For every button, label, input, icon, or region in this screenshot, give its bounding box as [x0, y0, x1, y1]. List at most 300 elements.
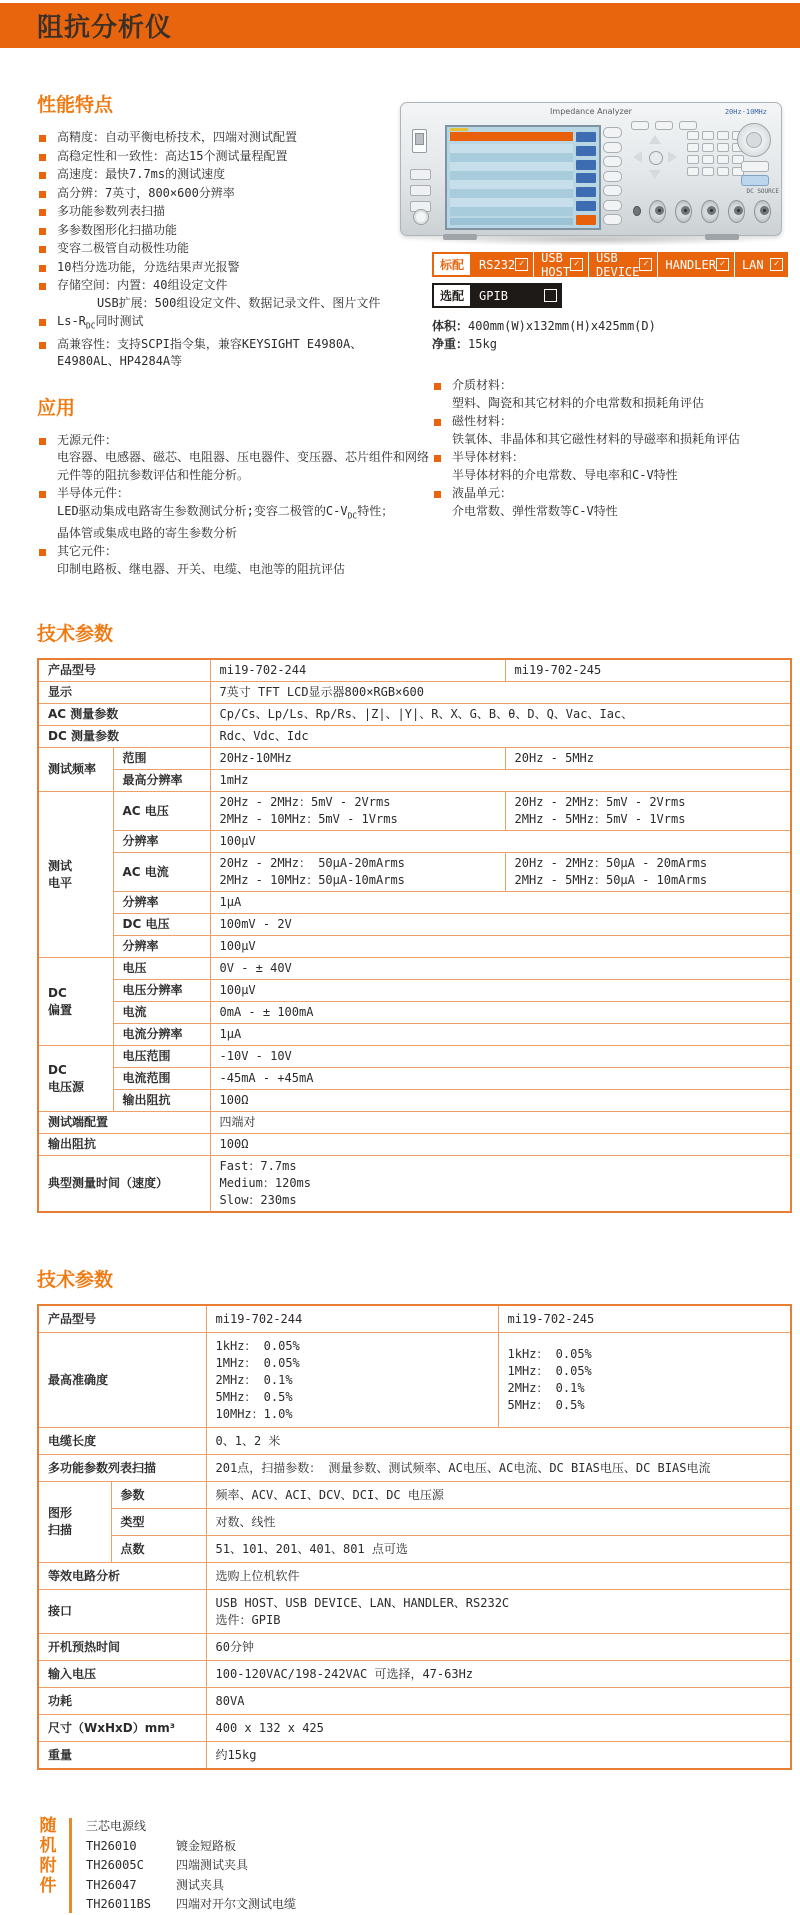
badge-label: RS232 — [479, 257, 516, 272]
spec-table-1 — [37, 658, 792, 1213]
feature-text — [57, 166, 225, 184]
application-title-text: 半导体元件： — [57, 486, 130, 501]
application-title — [37, 432, 432, 450]
application-body — [432, 467, 788, 485]
spec-value-cell: 0V - ± 40V — [210, 958, 791, 980]
page-title: 阻抗分析仪 — [37, 13, 173, 43]
accessory-name: 三芯电源线 — [86, 1819, 147, 1834]
bullet-icon — [39, 135, 46, 142]
spec-value-cell: mi19-702-245 — [498, 1305, 791, 1333]
spec-row — [38, 682, 791, 704]
application-title-text: 磁性材料： — [452, 414, 513, 428]
spec-value-cell: 7英寸 TFT LCD显示器800×RGB×600 — [210, 682, 791, 704]
numpad-key — [687, 167, 699, 176]
application-line: 印制电路板、继电器、开关、电缆、电池等的阻抗评估 — [57, 561, 346, 576]
application-title — [432, 449, 788, 467]
usb-port — [412, 129, 427, 153]
feature-line: 高精度：自动平衡电桥技术，四端对测试配置 — [57, 130, 298, 144]
spec-value-cell: 0mA - ± 100mA — [210, 1002, 791, 1024]
badge-label: GPIB — [479, 288, 508, 303]
spec-label-cell: 电流 — [113, 1002, 210, 1024]
volume-line — [432, 317, 788, 335]
feature-item — [37, 259, 432, 277]
spec-value-cell: Cp/Cs、Lp/Ls、Rp/Rs、|Z|、|Y|、R、X、G、B、θ、D、Q、Vac、Iac、 — [210, 704, 791, 726]
accessories-heading-char: 随 — [39, 1816, 57, 1837]
standard-badge-usb-device — [588, 252, 657, 277]
feature-text — [57, 185, 235, 203]
spec-row — [38, 914, 791, 936]
bullet-icon — [39, 209, 46, 216]
spec-row — [38, 704, 791, 726]
dc-source-label: DC SOURCE — [746, 188, 779, 195]
application-title-text: 介质材料： — [452, 378, 513, 392]
spec-label-cell: AC 测量参数 — [38, 704, 210, 726]
badge-label: LAN — [741, 257, 764, 272]
instrument-foot — [443, 234, 477, 240]
checkbox-checked-icon: ✓ — [570, 258, 583, 271]
spec-label-cell: 最高分辨率 — [113, 770, 210, 792]
feature-line: $Ls-R_{DC}$同时测试 — [57, 314, 144, 331]
function-keys — [631, 121, 697, 130]
application-body — [37, 503, 432, 542]
numpad-key — [687, 143, 699, 152]
bullet-icon — [434, 383, 441, 390]
ground-terminal — [633, 206, 641, 216]
application-item — [432, 377, 788, 412]
feature-item — [37, 222, 432, 240]
application-body — [432, 431, 788, 449]
spec-row — [38, 1333, 791, 1428]
accessory-item — [86, 1837, 296, 1857]
standard-badge-lan — [734, 252, 788, 277]
spec-value-cell: -10V - 10V — [210, 1046, 791, 1068]
spec-label-cell: DC 偏置 — [38, 958, 113, 1046]
bullet-icon — [39, 549, 46, 556]
weight-value: 15kg — [468, 337, 497, 351]
feature-item — [37, 185, 432, 203]
feature-item — [37, 240, 432, 258]
bullet-icon — [39, 246, 46, 253]
accessory-model: TH26005C — [86, 1858, 144, 1873]
spec-value-cell: 对数、线性 — [206, 1509, 791, 1536]
power-button — [413, 209, 429, 225]
spec-value-cell: 20Hz - 2MHz：50μA - 20mArms 2MHz - 5MHz：50μA - 10mArms — [505, 853, 791, 892]
spec-value-cell: 51、101、201、401、801 点可选 — [206, 1536, 791, 1563]
spec-label-cell: 功耗 — [38, 1688, 206, 1715]
feature-item — [37, 129, 432, 147]
page-header — [0, 3, 800, 48]
accessory-name: 四端对开尔文测试电缆 — [176, 1897, 297, 1912]
accessory-model: TH26047 — [86, 1877, 137, 1892]
spec-value-cell: 20Hz - 2MHz： 50μA-20mArms 2MHz - 10MHz：50μA-10mArms — [210, 853, 505, 892]
application-line: 晶体管或集成电路的寄生参数分析 — [57, 525, 238, 540]
spec-row — [38, 980, 791, 1002]
spec-row — [38, 1428, 791, 1455]
spec-label-cell: 测试频率 — [38, 748, 113, 792]
bnc-connector — [649, 200, 666, 223]
spec-row — [38, 1090, 791, 1112]
spec-label-cell: DC 电压 — [113, 914, 210, 936]
optional-config-chip: 选配 — [434, 285, 470, 306]
spec-row — [38, 792, 791, 831]
spec-label-cell: 显示 — [38, 682, 210, 704]
spec-value-cell: 20Hz - 2MHz：5mV - 2Vrms 2MHz - 5MHz：5mV - 1Vrms — [505, 792, 791, 831]
spec-row — [38, 1536, 791, 1563]
dc-source-connector — [754, 200, 771, 223]
feature-item — [37, 203, 432, 221]
spec-row — [38, 1112, 791, 1134]
trigger-key — [741, 175, 769, 186]
instrument-body — [400, 102, 782, 236]
accessories-list — [86, 1816, 296, 1915]
spec-value-cell: 201点，扫描参数： 测量参数、测试频率、AC电压、AC电流、DC BIAS电压、DC BIAS电流 — [206, 1455, 791, 1482]
spec-label-cell: 分辨率 — [113, 892, 210, 914]
spec-label-cell: 接口 — [38, 1590, 206, 1634]
accessories-heading — [37, 1816, 59, 1915]
badge-label: USB HOST — [541, 250, 571, 279]
accessories-heading-char: 机 — [39, 1836, 57, 1857]
feature-item — [37, 277, 432, 312]
optional-badge-gpib — [472, 283, 562, 308]
spec-value-cell: mi19-702-245 — [505, 659, 791, 682]
instrument-photo — [394, 94, 788, 246]
spec-value-cell: 400 x 132 x 425 — [206, 1715, 791, 1742]
instrument-range-text: 20Hz-10MHz — [724, 108, 767, 116]
spec-row — [38, 1305, 791, 1333]
bullet-icon — [39, 491, 46, 498]
bnc-connectors — [633, 197, 771, 225]
spec-row — [38, 726, 791, 748]
accessory-item — [86, 1856, 296, 1876]
instrument-brand-text: Impedance Analyzer — [550, 107, 632, 116]
spec-label-cell: 最高准确度 — [38, 1333, 206, 1428]
spec-label-cell: 分辨率 — [113, 936, 210, 958]
feature-text — [57, 203, 165, 221]
bullet-icon — [434, 491, 441, 498]
instrument-keypad — [629, 121, 771, 191]
application-item — [37, 485, 432, 542]
application-body — [432, 395, 788, 413]
feature-line: 高速度：最快7.7ms的测试速度 — [57, 167, 226, 181]
spec-label-cell: AC 电流 — [113, 853, 210, 892]
feature-line: 10档分选功能，分选结果声光报警 — [57, 259, 240, 274]
bullet-icon — [39, 319, 46, 326]
spec-value-cell: 100Ω — [210, 1090, 791, 1112]
spec-value-cell: 100μV — [210, 980, 791, 1002]
spec-label-cell: 重量 — [38, 1742, 206, 1770]
feature-text — [57, 222, 177, 240]
accessories-divider — [69, 1818, 72, 1913]
screen-logo — [450, 128, 468, 131]
bullet-icon — [39, 283, 46, 290]
feature-line: 变容二极管自动极性功能 — [57, 241, 190, 255]
numpad-key — [702, 155, 714, 164]
spec-label-cell: 电流分辨率 — [113, 1024, 210, 1046]
standard-config-chip: 标配 — [434, 254, 470, 275]
application-title-text: 液晶单元： — [452, 486, 513, 500]
accessory-item — [86, 1817, 296, 1837]
spec-row — [38, 1688, 791, 1715]
application-title — [432, 377, 788, 395]
feature-item — [37, 166, 432, 184]
bullet-icon — [39, 342, 46, 349]
spec-label-cell: 开机预热时间 — [38, 1634, 206, 1661]
spec-value-cell: mi19-702-244 — [210, 659, 505, 682]
standard-badge-usb-host — [533, 252, 588, 277]
accessory-model: TH26011BS — [86, 1897, 152, 1912]
numpad-key — [702, 167, 714, 176]
spec-row — [38, 1563, 791, 1590]
spec-value-cell: 1kHz： 0.05% 1MHz： 0.05% 2MHz： 0.1% 5MHz： 0.5% 10MHz：1.0% — [206, 1333, 498, 1428]
spec-row — [38, 1002, 791, 1024]
spec-label-cell: 类型 — [111, 1509, 206, 1536]
spec-label-cell: 电流范围 — [113, 1068, 210, 1090]
feature-text — [57, 277, 380, 312]
spec-value-cell: -45mA - +45mA — [210, 1068, 791, 1090]
spec-row — [38, 770, 791, 792]
spec-row — [38, 1742, 791, 1770]
checkbox-checked-icon: ✓ — [515, 258, 528, 271]
spec-row — [38, 853, 791, 892]
spec-row — [38, 958, 791, 980]
bullet-icon — [39, 154, 46, 161]
spec-label-cell: 多功能参数列表扫描 — [38, 1455, 206, 1482]
feature-item — [37, 336, 432, 371]
spec-label-cell: 尺寸（WxHxD）mm³ — [38, 1715, 206, 1742]
feature-item — [37, 148, 432, 166]
numpad-key — [717, 131, 729, 140]
bullet-icon — [39, 191, 46, 198]
spec-value-cell: 0、1、2 米 — [206, 1428, 791, 1455]
spec-row — [38, 1634, 791, 1661]
spec-table-2 — [37, 1304, 792, 1770]
spec-value-cell: 100Ω — [210, 1134, 791, 1156]
numpad-key — [717, 143, 729, 152]
spec-heading-2: 技术参数 — [37, 1269, 114, 1292]
spec-value-cell: 1μA — [210, 892, 791, 914]
application-title — [432, 485, 788, 503]
side-key — [410, 185, 431, 196]
application-item — [432, 449, 788, 484]
spec-row — [38, 1509, 791, 1536]
numpad-key — [702, 131, 714, 140]
spec-label-cell: 电压 — [113, 958, 210, 980]
feature-text — [57, 313, 144, 335]
spec-label-cell: 电压范围 — [113, 1046, 210, 1068]
spec-value-cell: 1kHz： 0.05% 1MHz： 0.05% 2MHz： 0.1% 5MHz： 0.5% — [498, 1333, 791, 1428]
spec-row — [38, 1068, 791, 1090]
bullet-icon — [39, 228, 46, 235]
feature-text — [57, 259, 239, 277]
spec-label-cell: DC 电压源 — [38, 1046, 113, 1112]
spec-value-cell: 60分钟 — [206, 1634, 791, 1661]
accessory-name: 镀金短路板 — [176, 1838, 237, 1853]
volume-value: 400mm(W)x132mm(H)x425mm(D) — [468, 319, 656, 333]
dimensions-weight — [432, 317, 788, 353]
spec-heading-1: 技术参数 — [37, 623, 114, 646]
accessory-name: 测试夹具 — [176, 1877, 225, 1892]
application-line: LED驱动集成电路寄生参数测试分析;变容二极管的$C-V_{DC}$特性； — [57, 503, 394, 521]
standard-badge-handler — [657, 252, 734, 277]
spec-row — [38, 1134, 791, 1156]
spec-row — [38, 659, 791, 682]
right-column — [432, 48, 788, 579]
spec-label-cell: 点数 — [111, 1536, 206, 1563]
feature-text — [57, 129, 297, 147]
spec-value-cell: 选购上位机软件 — [206, 1563, 791, 1590]
application-title-text: 半导体材料： — [452, 450, 525, 464]
applications-left-column — [37, 432, 432, 578]
standard-badge-rs232 — [472, 252, 533, 277]
application-item — [432, 485, 788, 520]
screen-softkey-labels — [576, 132, 596, 225]
bullet-icon — [39, 172, 46, 179]
bnc-connector — [728, 200, 745, 223]
spec-value-cell: 80VA — [206, 1688, 791, 1715]
spec-label-cell: 参数 — [111, 1482, 206, 1509]
application-body — [432, 503, 788, 521]
volume-label: 体积： — [432, 319, 469, 333]
spec-label-cell: 测试 电平 — [38, 792, 113, 958]
feature-text — [57, 336, 362, 371]
weight-label: 净重： — [432, 337, 469, 351]
screen-status-bar — [450, 218, 573, 225]
spec-value-cell: 20Hz - 2MHz：5mV - 2Vrms 2MHz - 10MHz：5mV - 1Vrms — [210, 792, 505, 831]
accessories-heading-char: 附 — [39, 1856, 57, 1877]
spec-value-cell: mi19-702-244 — [206, 1305, 498, 1333]
numpad-key — [702, 143, 714, 152]
checkbox-checked-icon: ✓ — [716, 258, 729, 271]
accessories-heading-char: 件 — [39, 1876, 57, 1897]
spec-value-cell: Rdc、Vdc、Idc — [210, 726, 791, 748]
feature-line: 高兼容性：支持SCPI指令集，兼容KEYSIGHT E4980A、 — [57, 336, 363, 351]
screen-title-bar — [450, 132, 573, 141]
spec-label-cell: 电压分辨率 — [113, 980, 210, 1002]
bullet-icon — [434, 455, 441, 462]
accessory-name: 四端测试夹具 — [176, 1858, 249, 1873]
spec-label-cell: 输出阻抗 — [113, 1090, 210, 1112]
side-key — [410, 169, 431, 180]
bnc-connector — [701, 200, 718, 223]
application-line: 铁氧体、非晶体和其它磁性材料的导磁率和损耗角评估 — [452, 431, 741, 446]
spec-row — [38, 1024, 791, 1046]
bullet-icon — [39, 438, 46, 445]
spec-value-cell: 20Hz-10MHz — [210, 748, 505, 770]
bnc-connector — [675, 200, 692, 223]
upper-two-columns — [0, 48, 800, 579]
spec-value-cell: USB HOST、USB DEVICE、LAN、HANDLER、RS232C 选件：GPIB — [206, 1590, 791, 1634]
applications-right-column — [432, 377, 788, 520]
feature-line: 多参数图形化扫描功能 — [57, 222, 178, 237]
application-title — [37, 485, 432, 503]
spec-value-cell: 100mV - 2V — [210, 914, 791, 936]
rotary-knob — [737, 123, 771, 157]
spec-label-cell: 分辨率 — [113, 831, 210, 853]
numpad-key — [717, 167, 729, 176]
spec-value-cell: 20Hz - 5MHz — [505, 748, 791, 770]
features-list — [37, 129, 432, 371]
application-title — [37, 543, 432, 561]
feature-line: 存储空间：内置：40组设定文件 — [57, 278, 228, 292]
left-column — [37, 48, 432, 579]
spec-label-cell: 产品型号 — [38, 1305, 206, 1333]
screen-data-rows — [450, 144, 573, 216]
spec-label-cell: 输出阻抗 — [38, 1134, 210, 1156]
bullet-icon — [39, 265, 46, 272]
number-pad — [687, 131, 744, 176]
feature-line: USB扩展：500组设定文件、数据记录文件、图片文件 — [97, 295, 381, 310]
application-body — [37, 449, 432, 484]
spec-row — [38, 1455, 791, 1482]
spec-label-cell: 图形 扫描 — [38, 1482, 111, 1563]
application-title-text: 无源元件： — [57, 432, 118, 447]
softkey-button-column — [603, 127, 622, 225]
instrument-foot — [705, 234, 739, 240]
spec-value-cell: 1mHz — [210, 770, 791, 792]
spec-row — [38, 1482, 791, 1509]
checkbox-empty-icon — [544, 289, 557, 302]
spec-label-cell: 等效电路分析 — [38, 1563, 206, 1590]
numpad-key — [717, 155, 729, 164]
spec-label-cell: AC 电压 — [113, 792, 210, 831]
badge-label: USB DEVICE — [596, 250, 640, 279]
spec-row — [38, 831, 791, 853]
spec-label-cell: 电缆长度 — [38, 1428, 206, 1455]
spec-value-cell: 频率、ACV、ACI、DCV、DCI、DC 电压源 — [206, 1482, 791, 1509]
bullet-icon — [434, 419, 441, 426]
feature-text — [57, 148, 287, 166]
application-line: 电容器、电感器、磁芯、电阻器、压电器件、变压器、芯片组件和网络元件等的阻抗参数评估和性能分析。 — [57, 450, 430, 482]
applications-heading: 应用 — [37, 396, 76, 419]
feature-line: 高分辨：7英寸，800×600分辨率 — [57, 185, 235, 200]
feature-line: 高稳定性和一致性：高达15个测试量程配置 — [57, 148, 288, 163]
spec-row — [38, 1590, 791, 1634]
checkbox-checked-icon: ✓ — [639, 258, 652, 271]
features-heading: 性能特点 — [37, 94, 114, 116]
accessory-model: TH26010 — [86, 1838, 137, 1853]
spec-label-cell: 测试端配置 — [38, 1112, 210, 1134]
application-item — [432, 413, 788, 448]
application-item — [37, 432, 432, 485]
application-title — [432, 413, 788, 431]
spec-row — [38, 1661, 791, 1688]
arrow-keys — [633, 135, 677, 179]
instrument-screen — [445, 125, 601, 230]
standard-config-bar — [432, 252, 788, 277]
spec-value-cell: 100μV — [210, 831, 791, 853]
application-item — [37, 543, 432, 578]
feature-line: 多功能参数列表扫描 — [57, 204, 166, 218]
spec-row — [38, 892, 791, 914]
spec-value-cell: 100-120VAC/198-242VAC 可选择，47-63Hz — [206, 1661, 791, 1688]
accessories-section — [37, 1816, 800, 1915]
weight-line — [432, 335, 788, 353]
spec-value-cell: 约15kg — [206, 1742, 791, 1770]
spec-label-cell: 产品型号 — [38, 659, 210, 682]
optional-config-bar — [432, 283, 562, 308]
feature-line: E4980AL、HP4284A等 — [57, 354, 183, 369]
feature-item — [37, 313, 432, 335]
feature-text — [57, 240, 189, 258]
application-body — [37, 561, 432, 579]
spec-row — [38, 1715, 791, 1742]
spec-label-cell: 输入电压 — [38, 1661, 206, 1688]
spec-value-cell: 四端对 — [210, 1112, 791, 1134]
checkbox-checked-icon: ✓ — [770, 258, 783, 271]
spec-label-cell: DC 测量参数 — [38, 726, 210, 748]
spec-row — [38, 1046, 791, 1068]
menu-key — [741, 161, 769, 172]
